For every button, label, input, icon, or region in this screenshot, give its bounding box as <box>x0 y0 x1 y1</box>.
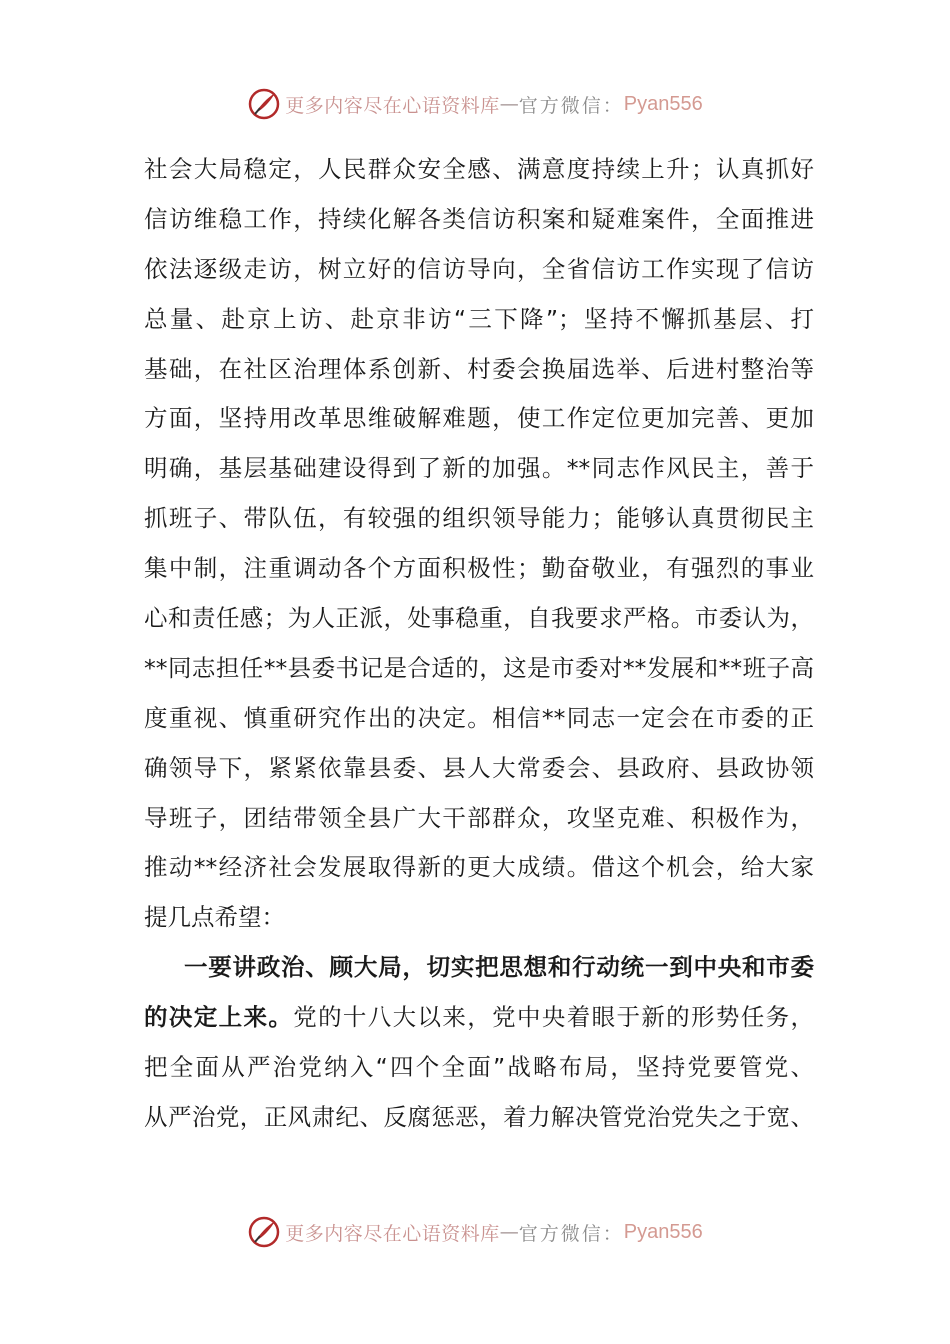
point-one-heading-end: 的决定上来。 <box>144 1003 294 1032</box>
header-wechat-id: Pyan556 <box>623 92 703 115</box>
document-body <box>144 145 814 1143</box>
footer-brand-text: 更多内容尽在心语资料库 <box>285 1222 500 1245</box>
point-one-heading: 一要讲政治、顾大局，切实把思想和行动统一到中央和市委 <box>184 953 814 982</box>
footer-wechat-label: 官方微信： <box>518 1222 624 1245</box>
body-line: 导班子，团结带领全县广大干部群众，攻坚克难、积极作为， <box>144 803 814 832</box>
body-line: 信访维稳工作，持续化解各类信访积案和疑难案件，全面推进 <box>144 204 814 233</box>
header-banner <box>0 84 950 124</box>
body-line: 从严治党，正风肃纪、反腐惩恶，着力解决管党治党失之于宽、 <box>144 1102 814 1131</box>
quill-logo-icon <box>247 87 281 121</box>
footer-wechat-id: Pyan556 <box>623 1220 703 1243</box>
body-line: 集中制，注重调动各个方面积极性；勤奋敬业，有强烈的事业 <box>144 554 814 583</box>
body-line: 推动**经济社会发展取得新的更大成绩。借这个机会，给大家 <box>144 853 814 882</box>
body-line: 依法逐级走访，树立好的信访导向，全省信访工作实现了信访 <box>144 254 814 283</box>
body-line: 把全面从严治党纳入“四个全面”战略布局，坚持党要管党、 <box>144 1053 814 1082</box>
point-one-heading-continued <box>144 993 814 1043</box>
body-line: 方面，坚持用改革思维破解难题，使工作定位更加完善、更加 <box>144 404 814 433</box>
header-brand-text: 更多内容尽在心语资料库 <box>285 94 500 117</box>
body-line: 提几点希望： <box>144 903 285 932</box>
body-line: 度重视、慎重研究作出的决定。相信**同志一定会在市委的正 <box>144 703 814 732</box>
body-line: 明确，基层基础建设得到了新的加强。**同志作风民主，善于 <box>144 454 814 483</box>
footer-separator: — <box>499 1221 519 1243</box>
body-line: 确领导下，紧紧依靠县委、县人大常委会、县政府、县政协领 <box>144 753 814 782</box>
quill-logo-icon <box>247 1215 281 1249</box>
body-line: 心和责任感；为人正派，处事稳重，自我要求严格。市委认为， <box>144 604 814 633</box>
body-line: 社会大局稳定，人民群众安全感、满意度持续上升；认真抓好 <box>144 155 814 183</box>
footer-banner <box>0 1212 950 1252</box>
header-wechat-label: 官方微信： <box>518 94 624 117</box>
body-line: 总量、赴京上访、赴京非访“三下降”；坚持不懈抓基层、打 <box>144 304 814 333</box>
body-line: **同志担任**县委书记是合适的，这是市委对**发展和**班子高 <box>144 653 814 682</box>
body-line: 抓班子、带队伍，有较强的组织领导能力；能够认真贯彻民主 <box>144 504 814 533</box>
body-line: 基础，在社区治理体系创新、村委会换届选举、后进村整治等 <box>144 354 814 383</box>
point-one-text: 党的十八大以来，党中央着眼于新的形势任务， <box>293 1003 814 1032</box>
header-separator: — <box>499 93 519 115</box>
